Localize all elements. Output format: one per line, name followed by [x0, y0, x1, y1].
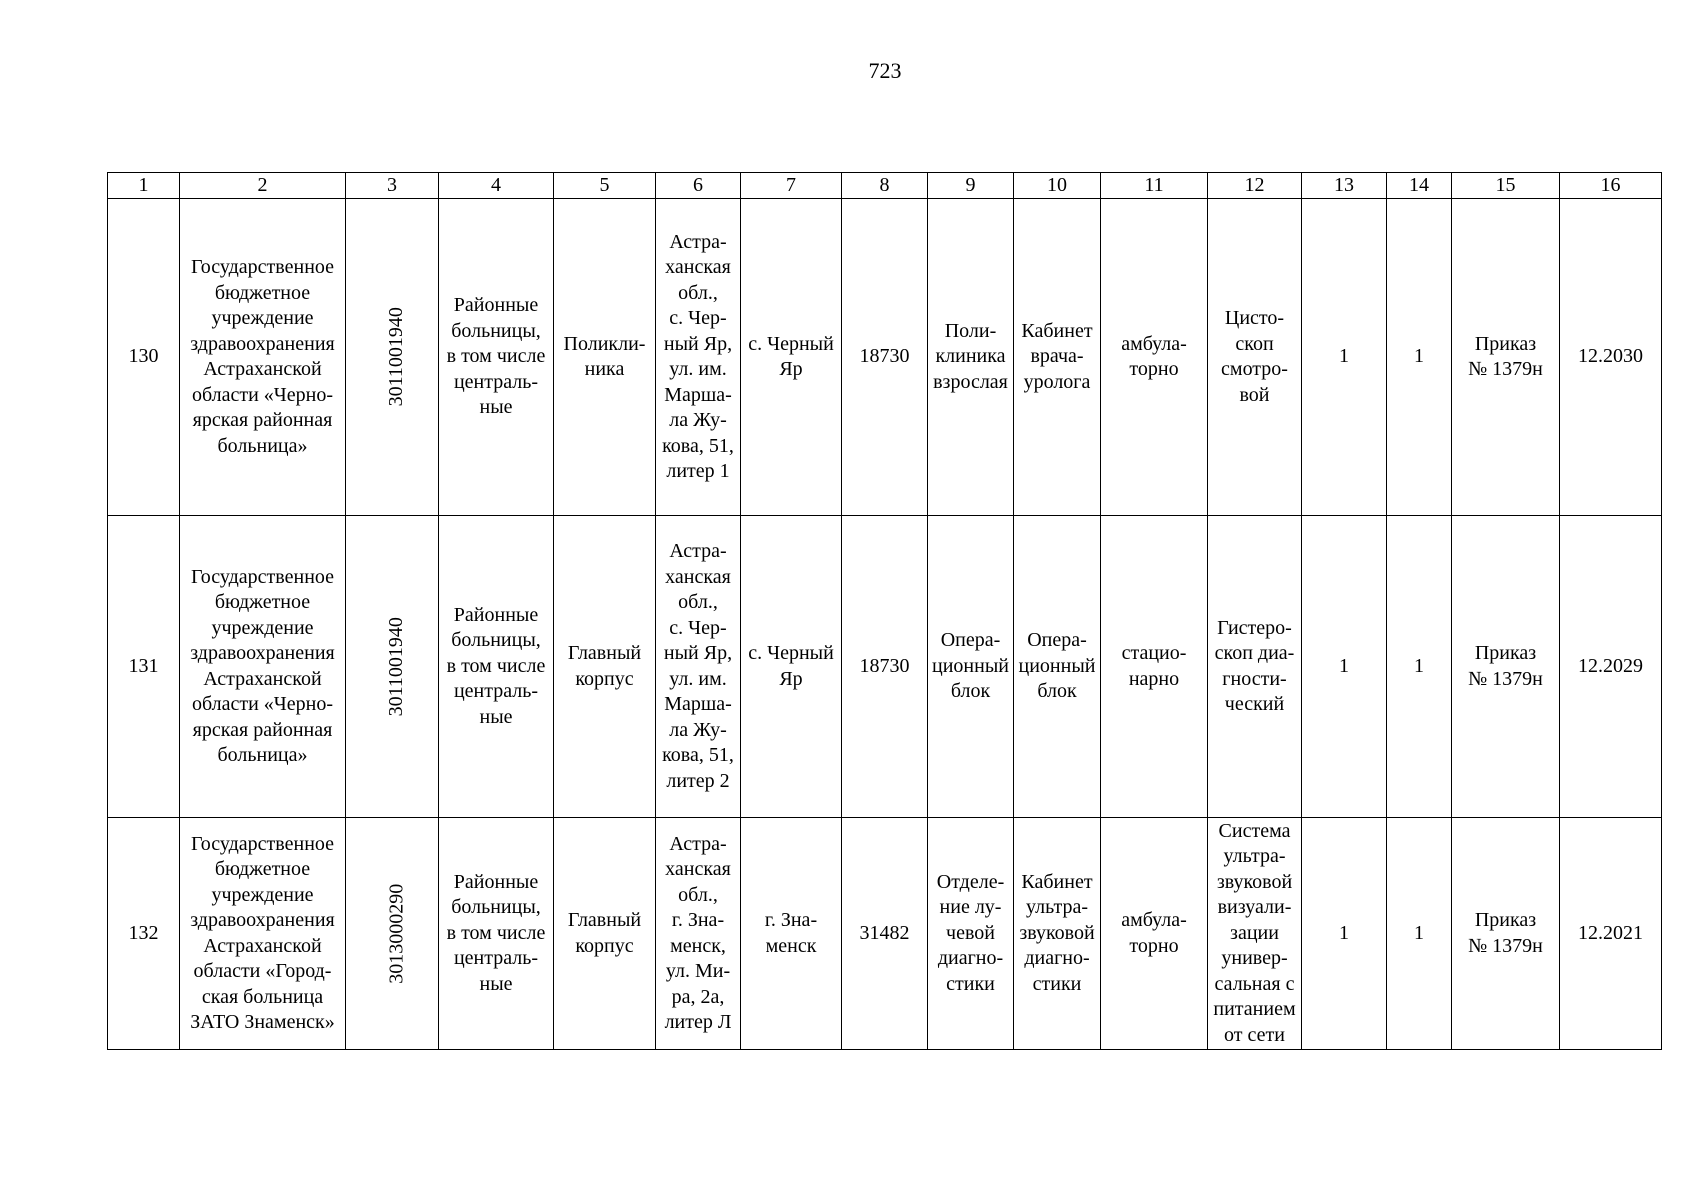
room-value: Кабинет ультра- звуковой диагно- стики [1019, 870, 1095, 995]
table-row [108, 516, 1662, 818]
room-cell [1014, 818, 1101, 1050]
row-number: 132 [128, 921, 159, 944]
mode-cell [1101, 199, 1208, 516]
order-cell [1452, 199, 1560, 516]
category-cell [439, 516, 554, 818]
code-value: 31482 [859, 921, 910, 944]
organization-cell [180, 199, 346, 516]
column-header: 15 [1452, 173, 1560, 199]
organization-name: Государственное бюджетное учреждение здравоохранения Астраханской области «Черно- ярская районная больница» [190, 256, 335, 457]
equipment-value: Цисто- скоп смотро- вой [1221, 307, 1288, 406]
column-header: 16 [1560, 173, 1662, 199]
column-number-row [108, 173, 1662, 199]
col13-cell [1302, 516, 1387, 818]
building-cell [554, 818, 656, 1050]
col13-value: 1 [1339, 921, 1349, 944]
code-value: 18730 [859, 345, 910, 368]
category-cell [439, 818, 554, 1050]
locality-cell [741, 516, 842, 818]
inn-value: 3013000290 [385, 883, 408, 984]
mode-cell [1101, 818, 1208, 1050]
col14-cell [1387, 818, 1452, 1050]
unit-cell [928, 818, 1014, 1050]
date-value: 12.2021 [1578, 921, 1643, 944]
equipment-value: Система ультра- звуковой визуали- зации универ- сальная с питанием от сети [1213, 819, 1296, 1046]
equipment-cell [1208, 818, 1302, 1050]
order-value: Приказ № 1379н [1468, 332, 1543, 380]
locality-value: с. Черный Яр [748, 642, 834, 690]
column-header: 1 [108, 173, 180, 199]
equipment-cell [1208, 199, 1302, 516]
column-header: 5 [554, 173, 656, 199]
unit-value: Отделе- ние лу- чевой диагно- стики [936, 870, 1005, 995]
category-value: Районные больницы, в том числе централь- ные [446, 294, 546, 419]
inn-cell [346, 516, 439, 818]
building-value: Поликли- ника [563, 332, 646, 380]
col13-cell [1302, 199, 1387, 516]
locality-value: г. Зна- менск [764, 909, 818, 957]
room-value: Опера- ционный блок [1018, 629, 1096, 703]
column-header: 13 [1302, 173, 1387, 199]
code-cell [842, 516, 928, 818]
address-value: Астра- ханская обл., г. Зна- менск, ул. Ми- ра, 2а, литер Л [664, 832, 732, 1033]
unit-cell [928, 516, 1014, 818]
unit-value: Поли- клиника взрослая [933, 319, 1008, 393]
row-number: 131 [128, 654, 159, 677]
column-header: 6 [656, 173, 741, 199]
room-cell [1014, 516, 1101, 818]
equipment-value: Гистеро- скоп диа- гности- ческий [1214, 616, 1295, 715]
address-cell [656, 818, 741, 1050]
col13-value: 1 [1339, 654, 1349, 677]
code-value: 18730 [859, 654, 910, 677]
inn-value: 3011001940 [384, 307, 407, 407]
col13-value: 1 [1339, 345, 1349, 368]
column-header: 14 [1387, 173, 1452, 199]
building-value: Главный корпус [567, 909, 642, 957]
inn-cell [346, 199, 439, 516]
column-header: 10 [1014, 173, 1101, 199]
table-row [108, 818, 1662, 1050]
category-value: Районные больницы, в том числе централь- ные [446, 870, 546, 995]
code-cell [842, 199, 928, 516]
col13-cell [1302, 818, 1387, 1050]
equipment-registry-table [107, 172, 1662, 1050]
col14-value: 1 [1414, 921, 1424, 944]
column-header: 4 [439, 173, 554, 199]
col14-value: 1 [1414, 654, 1424, 677]
organization-cell [180, 516, 346, 818]
mode-cell [1101, 516, 1208, 818]
column-header: 9 [928, 173, 1014, 199]
room-cell [1014, 199, 1101, 516]
address-value: Астра- ханская обл., с. Чер- ный Яр, ул. им. Маршa- ла Жу- кова, 51, литер 2 [662, 540, 734, 792]
inn-value: 3011001940 [384, 616, 407, 717]
row-number-cell [108, 818, 180, 1050]
column-header: 2 [180, 173, 346, 199]
organization-name: Государственное бюджетное учреждение здравоохранения Астраханской области «Город- ская больница ЗАТО Знаменск» [190, 832, 335, 1033]
column-header: 11 [1101, 173, 1208, 199]
building-cell [554, 516, 656, 818]
address-cell [656, 516, 741, 818]
order-value: Приказ № 1379н [1468, 642, 1543, 690]
locality-cell [741, 199, 842, 516]
locality-cell [741, 818, 842, 1050]
room-value: Кабинет врача- уролога [1021, 319, 1093, 393]
locality-value: с. Черный Яр [748, 332, 834, 380]
building-value: Главный корпус [567, 642, 642, 690]
col14-cell [1387, 199, 1452, 516]
address-cell [656, 199, 741, 516]
page-number: 723 [868, 58, 902, 83]
unit-value: Опера- ционный блок [932, 629, 1009, 703]
order-cell [1452, 516, 1560, 818]
col14-cell [1387, 516, 1452, 818]
equipment-cell [1208, 516, 1302, 818]
category-value: Районные больницы, в том числе централь- ные [446, 603, 546, 728]
organization-name: Государственное бюджетное учреждение здравоохранения Астраханской области «Черно- ярская районная больница» [190, 565, 335, 766]
column-header: 12 [1208, 173, 1302, 199]
column-header: 3 [346, 173, 439, 199]
mode-value: амбула- торно [1121, 909, 1187, 957]
date-value: 12.2030 [1578, 345, 1643, 368]
column-header: 7 [741, 173, 842, 199]
table-row [108, 199, 1662, 516]
col14-value: 1 [1414, 345, 1424, 368]
order-cell [1452, 818, 1560, 1050]
date-cell [1560, 516, 1662, 818]
row-number: 130 [128, 345, 159, 368]
code-cell [842, 818, 928, 1050]
building-cell [554, 199, 656, 516]
order-value: Приказ № 1379н [1468, 909, 1543, 957]
organization-cell [180, 818, 346, 1050]
row-number-cell [108, 199, 180, 516]
date-value: 12.2029 [1578, 654, 1643, 677]
inn-cell [346, 818, 439, 1050]
column-header: 8 [842, 173, 928, 199]
date-cell [1560, 199, 1662, 516]
row-number-cell [108, 516, 180, 818]
address-value: Астра- ханская обл., с. Чер- ный Яр, ул. им. Маршa- ла Жу- кова, 51, литер 1 [662, 230, 734, 482]
date-cell [1560, 818, 1662, 1050]
mode-value: амбула- торно [1121, 332, 1187, 380]
category-cell [439, 199, 554, 516]
mode-value: стацио- нарно [1121, 642, 1187, 690]
unit-cell [928, 199, 1014, 516]
